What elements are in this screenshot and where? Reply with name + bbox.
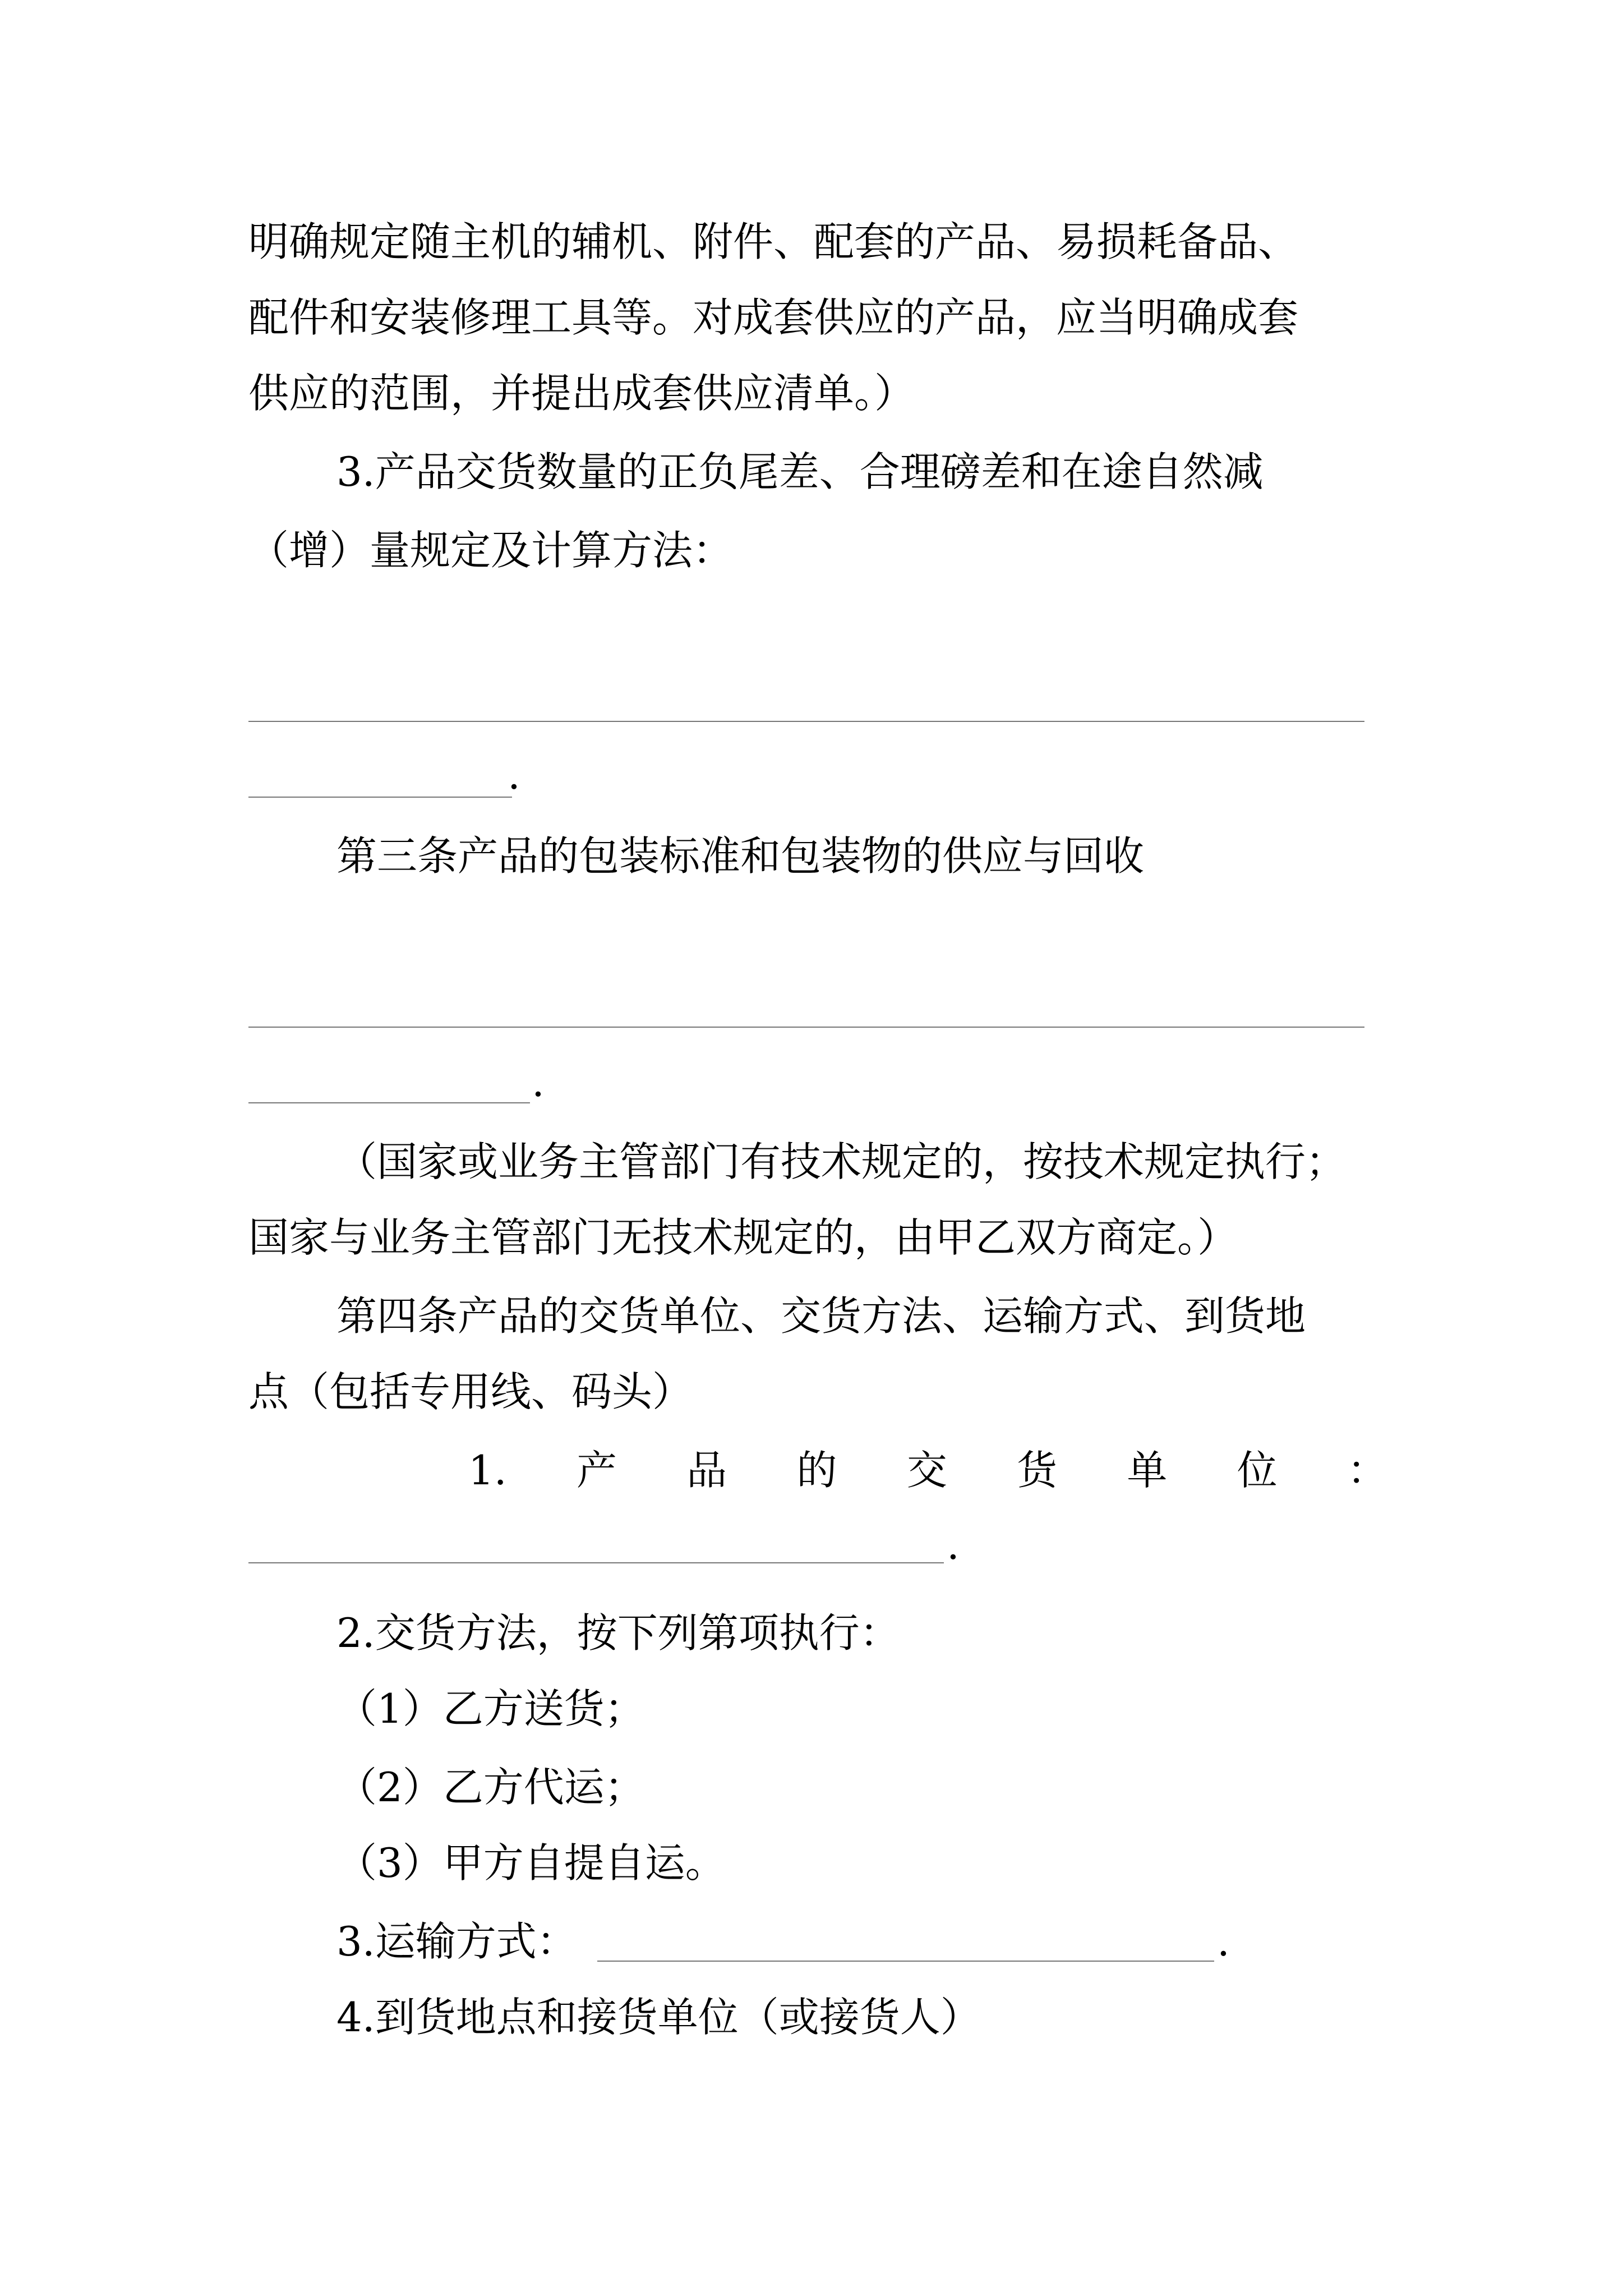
transport-mode: 3.运输方式： [336, 1918, 577, 1965]
option-2: （2）乙方代运； [336, 1764, 645, 1811]
delivery-unit-char: 品 [686, 1447, 727, 1494]
article-3-heading: 第三条产品的包装标准和包装物的供应与回收 [336, 832, 1145, 880]
fill-in-line [248, 797, 512, 798]
note-line: （国家或业务主管部门有技术规定的，按技术规定执行； [336, 1138, 1347, 1185]
delivery-method: 2.交货方法，按下列第项执行： [336, 1609, 900, 1657]
article-4-heading-cont: 点（包括专用线、码头） [248, 1368, 693, 1415]
fill-in-line [597, 1961, 1214, 1962]
fill-in-line [248, 721, 1364, 722]
clause-3-title: 3.产品交货数量的正负尾差、合理磅差和在途自然减 [336, 448, 1264, 495]
delivery-unit-char: 1. [468, 1447, 507, 1494]
note-line: 国家与业务主管部门无技术规定的，由甲乙双方商定。） [248, 1214, 1238, 1261]
fill-in-line [248, 1102, 530, 1103]
option-1: （1）乙方送货； [336, 1685, 645, 1732]
delivery-unit-char: 交 [906, 1447, 947, 1494]
period-mark: . [947, 1521, 960, 1568]
paragraph-line: 配件和安装修理工具等。对成套供应的产品，应当明确成套 [248, 294, 1299, 341]
article-4-heading: 第四条产品的交货单位、交货方法、运输方式、到货地 [336, 1292, 1306, 1340]
fill-in-line [248, 1027, 1364, 1028]
delivery-unit-char: 位 [1237, 1447, 1278, 1494]
delivery-unit-label [468, 1447, 1387, 1494]
arrival-place: 4.到货地点和接货单位（或接货人） [336, 1994, 981, 2041]
period-mark: . [508, 751, 520, 798]
delivery-unit-char: 货 [1017, 1447, 1058, 1494]
delivery-unit-char: 单 [1127, 1447, 1168, 1494]
period-mark: . [532, 1059, 545, 1106]
period-mark: . [1217, 1918, 1230, 1965]
paragraph-line: 明确规定随主机的辅机、附件、配套的产品、易损耗备品、 [248, 218, 1299, 265]
option-3: （3）甲方自提自运。 [336, 1839, 726, 1887]
clause-3-title-cont: （增）量规定及计算方法： [248, 527, 734, 574]
paragraph-line: 供应的范围，并提出成套供应清单。） [248, 370, 915, 417]
delivery-unit-char: 产 [576, 1447, 617, 1494]
fill-in-line [248, 1562, 944, 1563]
delivery-unit-char: ： [1347, 1447, 1387, 1494]
delivery-unit-char: 的 [796, 1447, 837, 1494]
